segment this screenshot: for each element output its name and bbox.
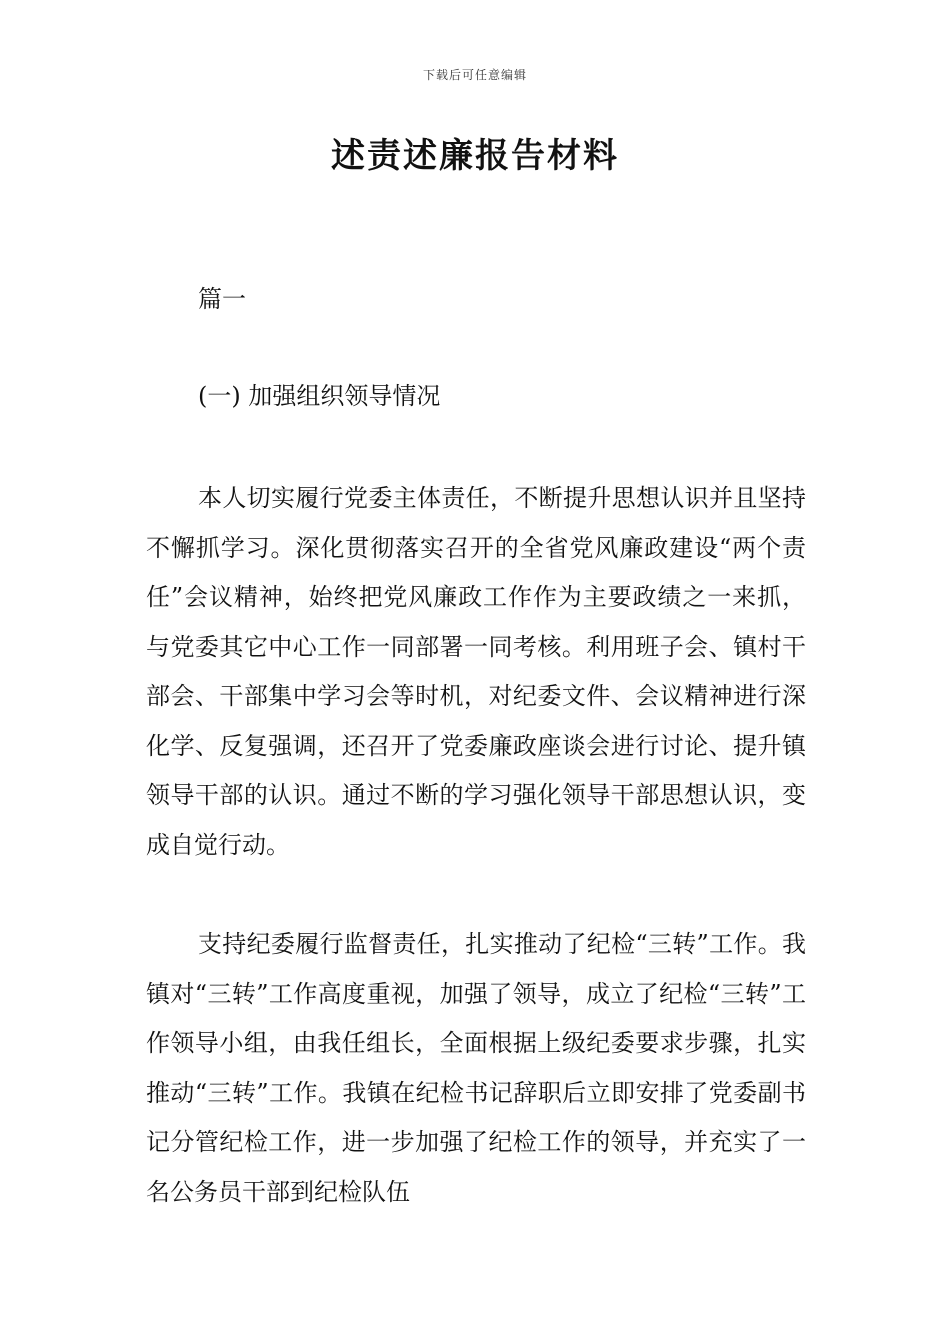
header-note: 下载后可任意编辑: [422, 68, 527, 82]
document-title: 述责述廉报告材料: [331, 136, 619, 176]
body-paragraph-2: 支持纪委履行监督责任，扎实推动了纪检“三转”工作。我镇对“三转”工作高度重视，加强了领导，成立了纪检“三转”工作领导小组，由我任组长，全面根据上级纪委要求步骤，扎实推动“三转”工作。我镇在纪检书记辞职后立即安排了党委副书记分管纪检工作，进一步加强了纪检工作的领导，并充实了一名公务员干部到纪检队伍: [146, 930, 806, 1206]
body-paragraph-1: 本人切实履行党委主体责任，不断提升思想认识并且坚持不懈抓学习。深化贯彻落实召开的全省党风廉政建设“两个责任”会议精神，始终把党风廉政工作作为主要政绩之一来抓，与党委其它中心工作一同部署一同考核。利用班子会、镇村干部会、干部集中学习会等时机，对纪委文件、会议精神进行深化学、反复强调，还召开了党委廉政座谈会进行讨论、提升镇领导干部的认识。通过不断的学习强化领导干部思想认识，变成自觉行动。: [146, 484, 806, 859]
subsection-heading: (一) 加强组织领导情况: [198, 382, 441, 410]
section-heading: 篇一: [198, 285, 246, 313]
